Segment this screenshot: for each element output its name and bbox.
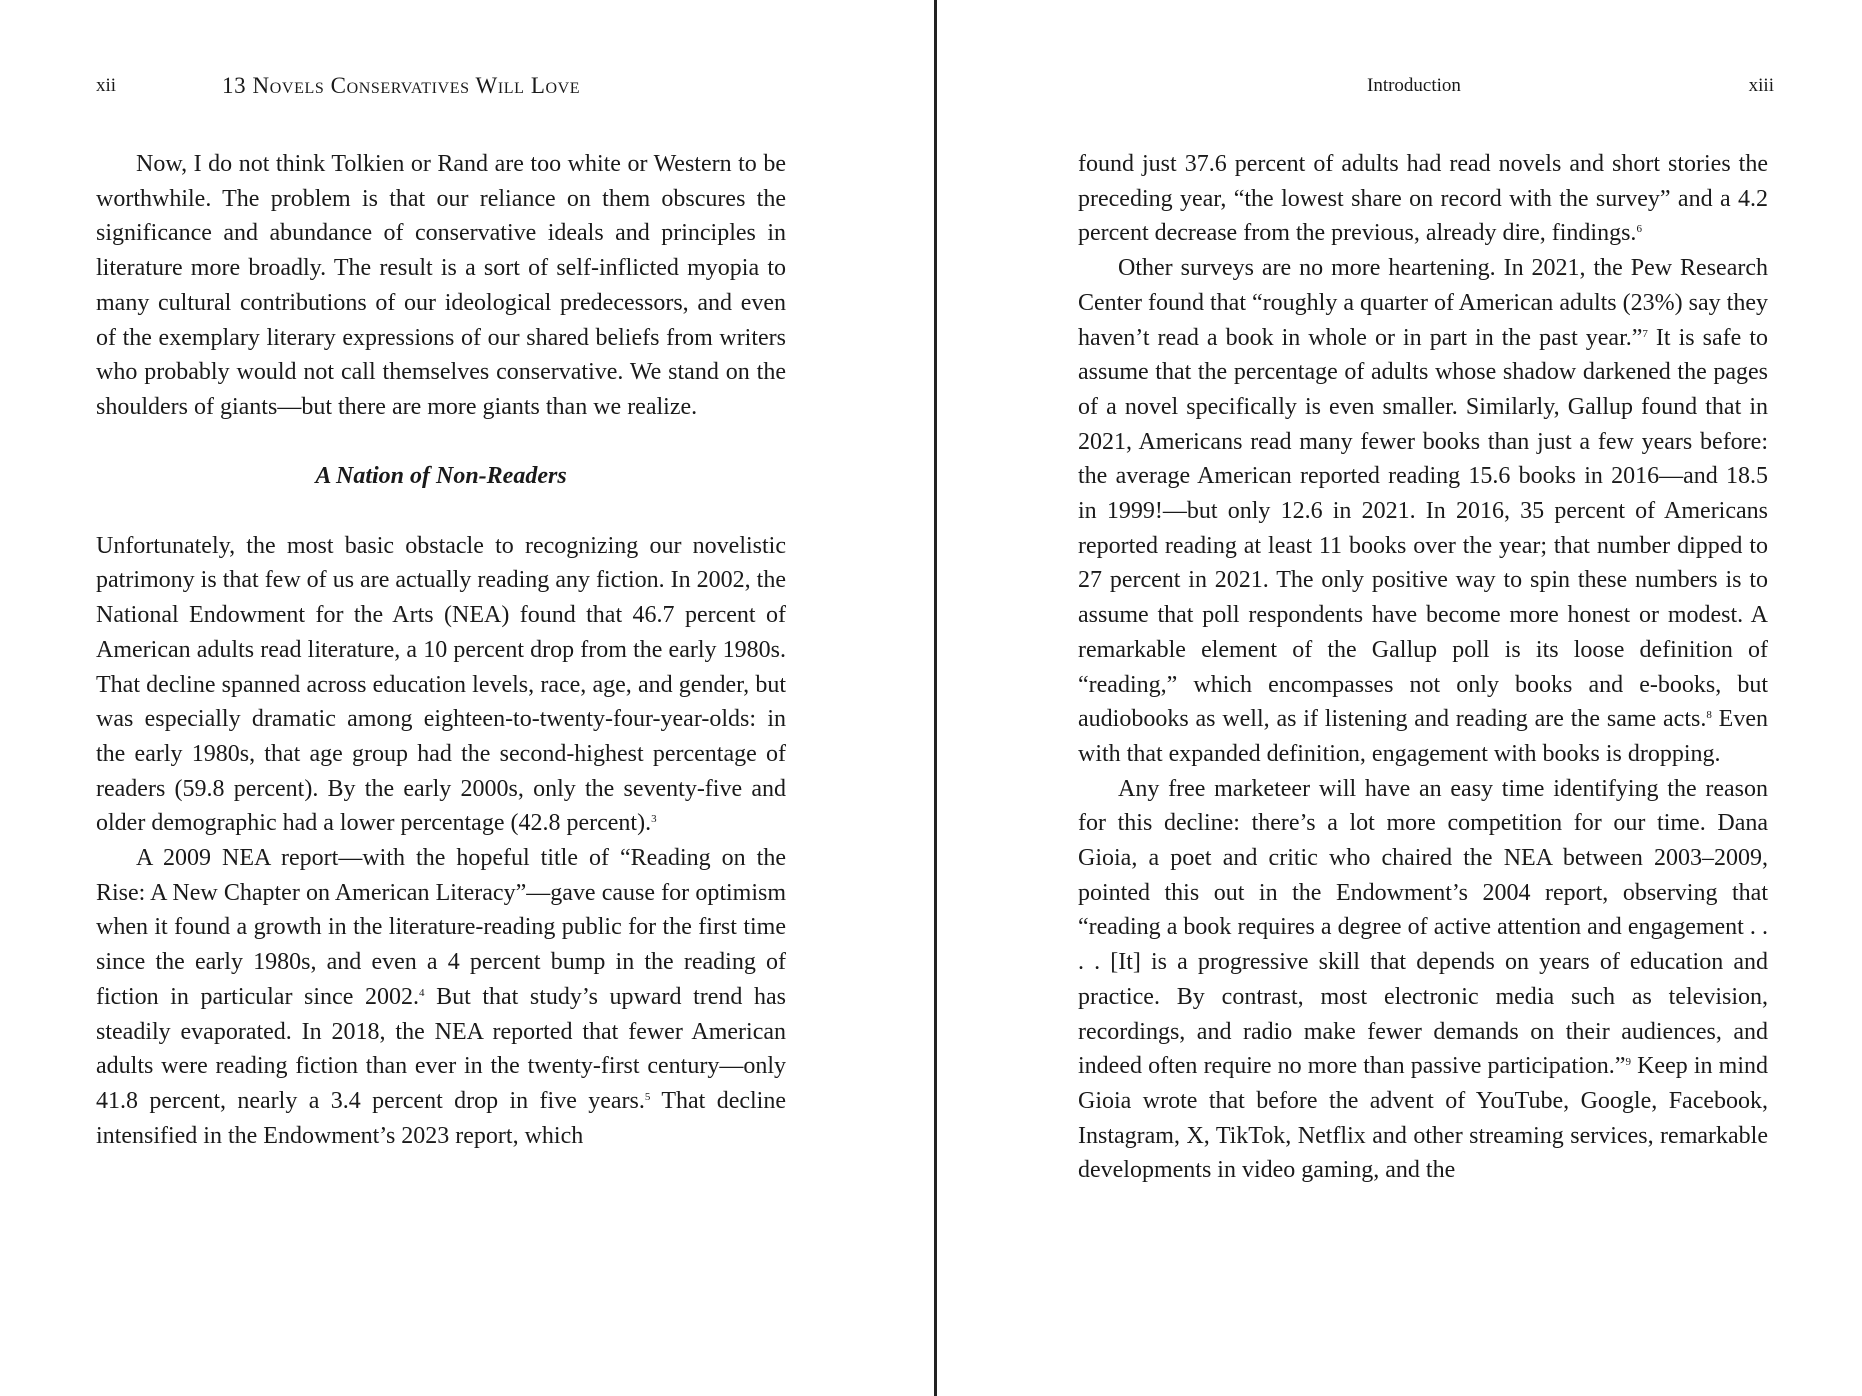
right-page-body [1078, 147, 1768, 1188]
paragraph-text: Other surveys are no more heartening. In 2021, the Pew Research Center found that “roughly a quarter of American adults (23%) say they haven’t read a book in whole or in part in the past year.” [1078, 255, 1768, 351]
left-folio: xii [96, 75, 117, 96]
paragraph-text: That decline intensified in the Endowment’s 2023 report, which [96, 1087, 786, 1149]
right-folio: xiii [1748, 75, 1774, 96]
paragraph-text: Unfortunately, the most basic obstacle to recognizing our novelistic patrimony is that few of us are actually reading any fiction. In 2002, the National Endowment for the Arts (NEA) found that 46.7 percent of American adults read literature, a 10 percent drop from the early 1980s. That decline spanned across education levels, race, age, and gender, but was especially dramatic among eighteen-to-twenty-four-year-olds: in the early 1980s, that age group had the second-highest percentage of readers (59.8 percent). By the early 2000s, only the seventy-five and older demographic had a lower percentage (42.8 percent). [96, 532, 786, 837]
paragraph [1078, 772, 1768, 1188]
left-page-body [96, 147, 786, 1153]
section-heading: A Nation of Non-Readers [315, 463, 567, 490]
left-running-head: 13 Novels Conservatives Will Love [222, 73, 581, 98]
footnote-ref-8[interactable]: 8 [1706, 709, 1712, 722]
paragraph: Now, I do not think Tolkien or Rand are too white or Western to be worthwhile. The problem is that our reliance on them obscures the significance and abundance of conservative ideals and principles in literature more broadly. The result is a sort of self-inflicted myopia to many cultural contributions of our ideological predecessors, and even of the exemplary literary expressions of our shared beliefs from writers who probably would not call themselves conservative. We stand on the shoulders of giants—but there are more giants than we realize. [96, 151, 786, 420]
paragraph [1078, 147, 1768, 251]
footnote-ref-4[interactable]: 4 [418, 986, 425, 999]
paragraph-text: Keep in mind Gioia wrote that before the advent of YouTube, Google, Facebook, Instagram, X, TikTok, Netflix and other streaming services, remarkable developments in video gaming, and the [1078, 1053, 1769, 1184]
right-page [937, 0, 1862, 1396]
paragraph-text: It is safe to assume that the percentage of adults whose shadow darkened the pages of a novel specifically is even smaller. Similarly, Gallup found that in 2021, Americans read many fewer books than just a few years before: the average American reported reading 15.6 books in 2016—and 18.5 in 1999!—but only 12.6 in 2021. In 2016, 35 percent of Americans reported reading at least 11 books over the year; that number dipped to 27 percent in 2021. The only positive way to spin these numbers is to assume that poll respondents have become more honest or modest. A remarkable element of the Gallup poll is its loose definition of “reading,” which encompasses not only books and e-books, but audiobooks as well, as if listening and reading are the same acts. [1078, 324, 1768, 733]
paragraph-text: But that study’s upward trend has steadily evaporated. In 2018, the NEA reported that fewer American adults were reading fiction than ever in the twenty-first century—only 41.8 percent, nearly a 3.4 percent drop in five years. [96, 983, 787, 1114]
right-running-head: Introduction [1367, 75, 1461, 96]
paragraph-text: found just 37.6 percent of adults had read novels and short stories the preceding year, “the lowest share on record with the survey” and a 4.2 percent decrease from the previous, already dire, findings. [1078, 151, 1768, 247]
footnote-ref-3[interactable]: 3 [651, 813, 657, 826]
paragraph-text: A 2009 NEA report—with the hopeful title of “Reading on the Rise: A New Chapter on American Literacy”—gave cause for optimism when it found a growth in the literature-reading public for the first time since the early 1980s, and even a 4 percent bump in the reading of fiction in particular since 2002. [96, 845, 786, 1010]
footnote-ref-6[interactable]: 6 [1636, 223, 1642, 236]
paragraph [1078, 251, 1768, 772]
paragraph [96, 529, 786, 841]
paragraph [96, 841, 786, 1153]
paragraph-text: Even with that expanded definition, engagement with books is dropping. [1078, 706, 1768, 767]
footnote-ref-5[interactable]: 5 [644, 1090, 651, 1103]
footnote-ref-7[interactable]: 7 [1642, 327, 1648, 340]
footnote-ref-9[interactable]: 9 [1625, 1056, 1631, 1069]
paragraph-text: Any free marketeer will have an easy time identifying the reason for this decline: there’s a lot more competition for our time. Dana Gioia, a poet and critic who chaired the NEA between 2003–2009, pointed this out in the Endowment’s 2004 report, observing that “reading a book requires a degree of active attention and engagement . . . . [It] is a progressive skill that depends on years of education and practice. By contrast, most electronic media such as television, recordings, and radio make fewer demands on their audiences, and indeed often require no more than passive participation.” [1078, 775, 1768, 1080]
